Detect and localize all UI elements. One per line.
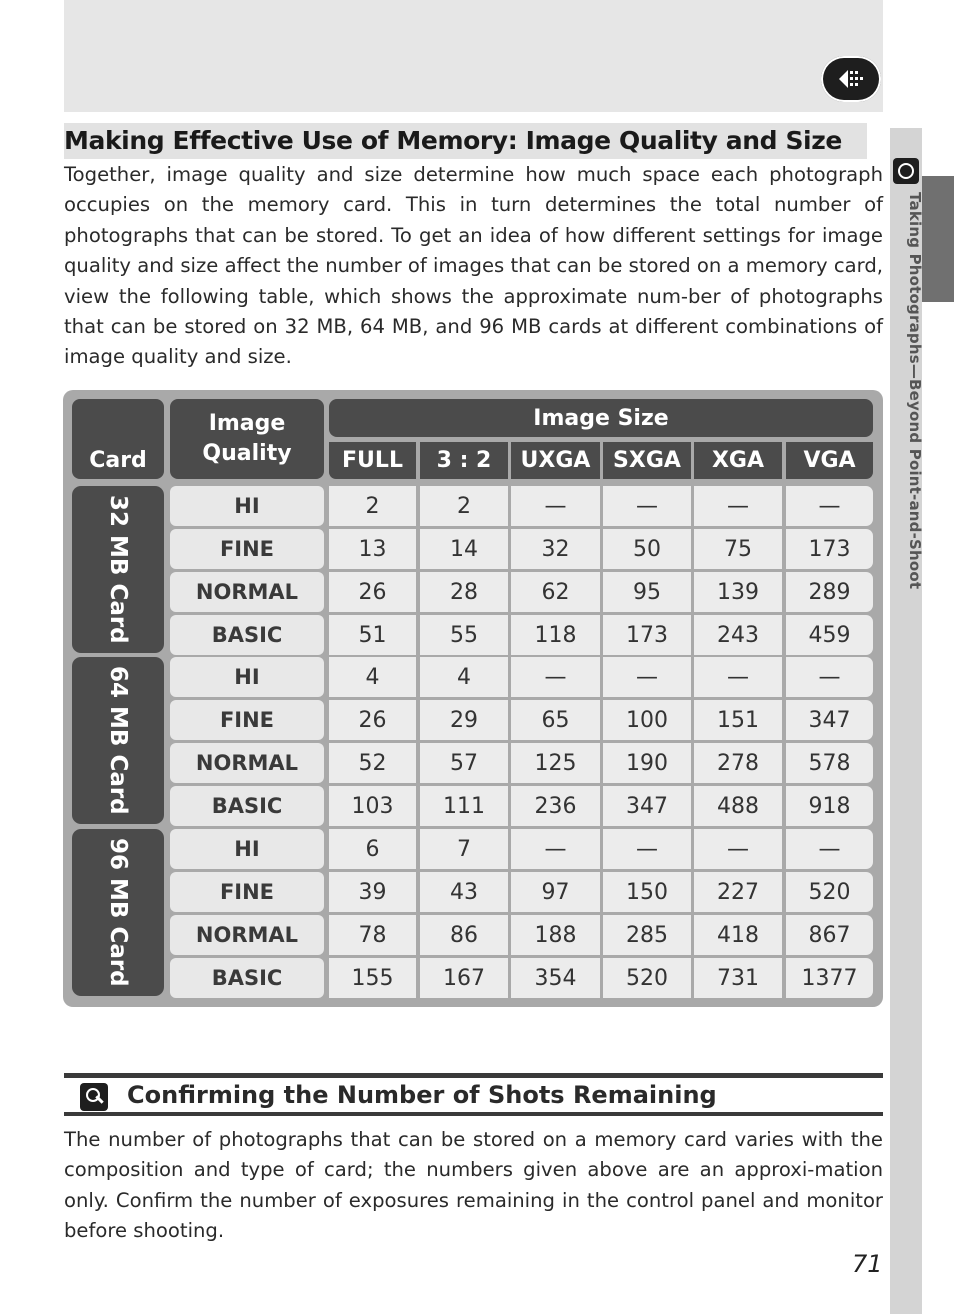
table-cell: 28: [420, 572, 508, 612]
table-cell: 188: [511, 915, 600, 955]
table-cell: 347: [786, 700, 873, 740]
table-cell: —: [511, 486, 600, 526]
table-cell: 125: [511, 743, 600, 783]
size-col-header: UXGA: [511, 442, 600, 479]
table-cell: 62: [511, 572, 600, 612]
table-cell: —: [603, 829, 691, 869]
table-cell: 354: [511, 958, 600, 998]
table-cell: 520: [603, 958, 691, 998]
table-cell: 227: [694, 872, 782, 912]
quality-cell: HI: [170, 829, 324, 869]
table-cell: —: [603, 657, 691, 697]
page-number: 71: [852, 1250, 883, 1278]
table-cell: 2: [329, 486, 416, 526]
camera-mode-icon: [893, 158, 919, 184]
table-cell: —: [694, 657, 782, 697]
table-cell: 278: [694, 743, 782, 783]
table-cell: 111: [420, 786, 508, 826]
table-cell: 97: [511, 872, 600, 912]
quality-cell: NORMAL: [170, 743, 324, 783]
table-cell: 190: [603, 743, 691, 783]
table-cell: 26: [329, 700, 416, 740]
quality-cell: FINE: [170, 872, 324, 912]
table-cell: 57: [420, 743, 508, 783]
table-cell: 100: [603, 700, 691, 740]
table-cell: 459: [786, 615, 873, 655]
table-cell: —: [603, 486, 691, 526]
size-col-header: FULL: [329, 442, 416, 479]
table-cell: 103: [329, 786, 416, 826]
table-cell: 347: [603, 786, 691, 826]
tip-icon: [80, 1083, 108, 1111]
table-cell: —: [694, 829, 782, 869]
table-cell: 1377: [786, 958, 873, 998]
table-cell: —: [786, 657, 873, 697]
note-body: The number of photographs that can be stored on a memory card varies with the composition and type of card; the numbers given above are an approxi-mation only. Confirm the number of exposures remaining in the control panel and monitor before shooting.: [64, 1128, 883, 1243]
table-cell: —: [511, 657, 600, 697]
top-banner: [64, 0, 883, 112]
table-cell: 2: [420, 486, 508, 526]
quality-cell: HI: [170, 486, 324, 526]
table-cell: 32: [511, 529, 600, 569]
table-cell: 150: [603, 872, 691, 912]
chapter-side-label: Taking Photographs—Beyond Point-and-Shoot: [906, 192, 924, 590]
header-image-size: Image Size: [329, 399, 873, 437]
table-cell: 7: [420, 829, 508, 869]
table-cell: 173: [603, 615, 691, 655]
size-col-header: SXGA: [603, 442, 691, 479]
table-cell: 75: [694, 529, 782, 569]
table-cell: 520: [786, 872, 873, 912]
quality-cell: NORMAL: [170, 915, 324, 955]
card-group-label: [72, 486, 164, 653]
table-cell: 86: [420, 915, 508, 955]
quality-cell: FINE: [170, 529, 324, 569]
table-cell: 236: [511, 786, 600, 826]
table-cell: 289: [786, 572, 873, 612]
table-cell: 65: [511, 700, 600, 740]
quality-cell: BASIC: [170, 615, 324, 655]
table-cell: 4: [329, 657, 416, 697]
table-cell: —: [786, 486, 873, 526]
table-cell: —: [786, 829, 873, 869]
header-image-quality: Image Quality: [170, 399, 324, 479]
intro-paragraph: Together, image quality and size determine how much space each photograph occupies on the memory card. This in turn determines the total number of photographs that can be stored. To get an idea of how different settings for image quality and size affect the number of images that can be stored on a memory card, view the following table, which shows the approximate num-ber of photographs that can be stored on 32 MB, 64 MB, and 96 MB cards at different combinations of image quality and size.: [64, 163, 883, 369]
size-col-header: 3 : 2: [420, 442, 508, 479]
table-cell: —: [511, 829, 600, 869]
quality-cell: BASIC: [170, 786, 324, 826]
table-cell: 578: [786, 743, 873, 783]
table-cell: 167: [420, 958, 508, 998]
table-cell: 243: [694, 615, 782, 655]
table-cell: 285: [603, 915, 691, 955]
table-cell: 139: [694, 572, 782, 612]
size-col-header: XGA: [694, 442, 782, 479]
table-cell: 118: [511, 615, 600, 655]
note-header: [64, 1073, 883, 1116]
table-cell: 14: [420, 529, 508, 569]
page-title: Making Effective Use of Memory: Image Quality and Size: [64, 123, 867, 159]
table-cell: 95: [603, 572, 691, 612]
table-cell: 867: [786, 915, 873, 955]
chapter-tab-marker: [922, 176, 954, 302]
menu-tab-icon[interactable]: [821, 56, 881, 102]
quality-cell: FINE: [170, 700, 324, 740]
table-cell: 155: [329, 958, 416, 998]
table-cell: 173: [786, 529, 873, 569]
table-cell: 6: [329, 829, 416, 869]
table-cell: 151: [694, 700, 782, 740]
table-cell: 43: [420, 872, 508, 912]
table-cell: 50: [603, 529, 691, 569]
quality-cell: NORMAL: [170, 572, 324, 612]
quality-cell: BASIC: [170, 958, 324, 998]
card-group-label: [72, 829, 164, 996]
table-cell: 418: [694, 915, 782, 955]
table-cell: 4: [420, 657, 508, 697]
table-cell: —: [694, 486, 782, 526]
table-cell: 488: [694, 786, 782, 826]
table-cell: 26: [329, 572, 416, 612]
table-cell: 39: [329, 872, 416, 912]
card-group-label-label: 96 MB Card: [105, 838, 131, 987]
table-cell: 731: [694, 958, 782, 998]
memory-table: [63, 390, 883, 1007]
table-cell: 51: [329, 615, 416, 655]
size-col-header: VGA: [786, 442, 873, 479]
table-cell: 29: [420, 700, 508, 740]
quality-cell: HI: [170, 657, 324, 697]
table-cell: 52: [329, 743, 416, 783]
note-title: Confirming the Number of Shots Remaining: [127, 1081, 717, 1109]
card-group-label-label: 64 MB Card: [105, 666, 131, 815]
header-card: Card: [72, 399, 164, 479]
table-cell: 55: [420, 615, 508, 655]
table-cell: 78: [329, 915, 416, 955]
table-cell: 918: [786, 786, 873, 826]
card-group-label-label: 32 MB Card: [105, 495, 131, 644]
table-cell: 13: [329, 529, 416, 569]
card-group-label: [72, 657, 164, 824]
